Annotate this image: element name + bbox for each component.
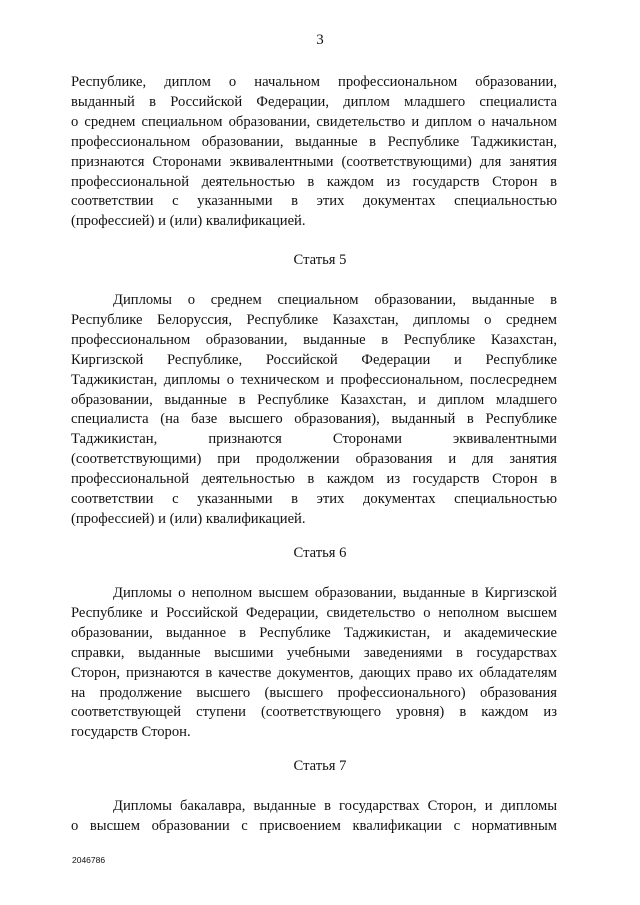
text-line: профессиональном образовании, выданные в Республике Таджикистан, [71,133,557,150]
text-line: Таджикистан, дипломы о техническом и профессиональном, послесреднем [71,371,557,388]
article-5-heading: Статья 5 [293,252,347,268]
text-line: Дипломы бакалавра, выданные в государствах Сторон, и дипломы [113,798,557,814]
text-line: Киргизской Республике, Российской Федерации и Республике [71,351,557,368]
article-5-paragraph [71,291,557,530]
paragraph-continuation [71,73,557,232]
text-line: о высшем образовании с присвоением квалификации с нормативным [71,817,557,834]
text-line: Республике и Российской Федерации, свидетельство о неполном высшем [71,604,557,621]
text-line: государств Сторон. [71,724,191,741]
text-line: Республике Белоруссия, Республике Казахстан, дипломы о среднем [71,311,557,328]
text-line: профессиональной деятельностью в каждом из государств Сторон в [71,173,557,190]
text-line: признаются Сторонами эквивалентными (соответствующими) для занятия [71,153,557,170]
text-line: Сторон, признаются в качестве документов, дающих право их обладателям [71,664,557,681]
text-line: (профессией) и (или) квалификацией. [71,213,306,230]
text-line: профессиональном образовании, выданные в Республике Казахстан, [71,331,557,348]
article-6-paragraph [71,584,557,743]
text-line: (соответствующими) при продолжении образования и для занятия [71,451,557,468]
text-line: выданный в Российской Федерации, диплом младшего специалиста [71,93,557,110]
text-line: (профессией) и (или) квалификацией. [71,510,306,527]
article-7-paragraph [71,797,557,837]
text-line: профессиональной деятельностью в каждом из государств Сторон в [71,471,557,488]
document-number: 2046786 [72,855,106,865]
text-line: Таджикистан, признаются Сторонами эквивалентными [71,431,557,448]
page-number: 3 [316,32,324,48]
text-line: на продолжение высшего (высшего профессионального) образования [71,684,557,701]
article-6-heading: Статья 6 [293,545,347,561]
text-line: соответствии с указанными в этих документах специальностью [71,491,557,508]
article-7-heading: Статья 7 [293,758,347,774]
text-line: образовании, выданное в Республике Таджикистан, и академические [71,624,557,641]
text-line: соответствии с указанными в этих документах специальностью [71,193,557,210]
text-line: Республике, диплом о начальном профессиональном образовании, [71,74,557,90]
text-line: справки, выданные высшими учебными заведениями в государствах [71,644,557,661]
text-line: образовании, выданные в Республике Казахстан, и диплом младшего [71,391,557,408]
text-line: соответствующей ступени (соответствующего уровня) в каждом из [71,704,557,721]
text-line: о среднем специальном образовании, свидетельство и диплом о начальном [71,113,557,130]
text-line: Дипломы о неполном высшем образовании, выданные в Киргизской [113,585,557,601]
text-line: Дипломы о среднем специальном образовании, выданные в [113,292,557,308]
text-line: специалиста (на базе высшего образования), выданный в Республике [71,411,557,428]
